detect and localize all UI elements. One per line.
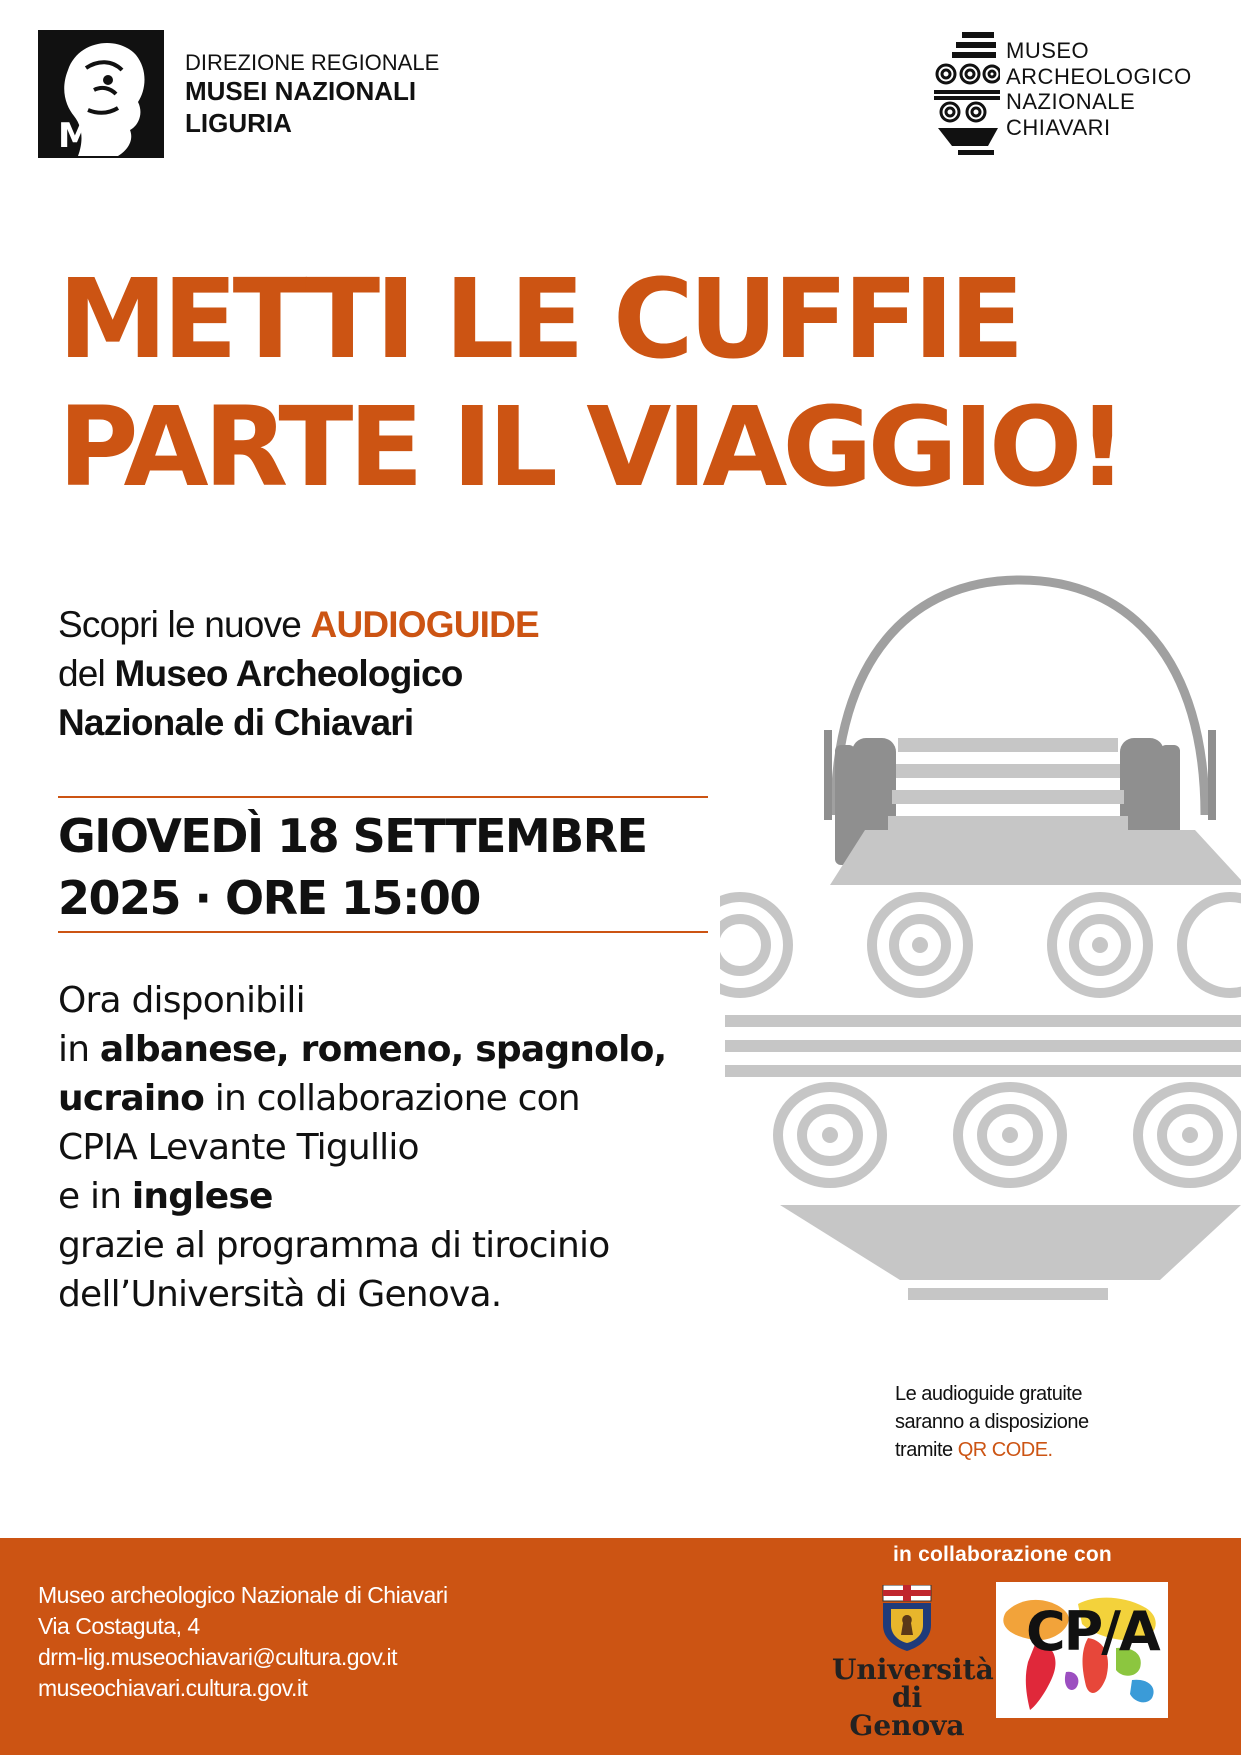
museum-website-link[interactable]: museochiavari.cultura.gov.it xyxy=(38,1675,308,1701)
headline-line-1: METTI LE CUFFIE xyxy=(58,255,1020,383)
event-date-line-1: GIOVEDÌ 18 SETTEMBRE xyxy=(58,809,647,863)
body-line-5-prefix: e in xyxy=(58,1176,132,1217)
headline-line-2: PARTE IL VIAGGIO! xyxy=(58,383,1123,511)
museo-line-3: NAZIONALE xyxy=(1006,89,1136,115)
event-date xyxy=(58,805,647,929)
audioguide-highlight: AUDIOGUIDE xyxy=(310,604,539,645)
museo-archeologico-label xyxy=(1006,38,1192,141)
inglese-bold: inglese xyxy=(131,1176,273,1217)
unige-line-1: Università xyxy=(832,1653,994,1686)
divider-top xyxy=(58,796,708,798)
museum-name: Museo archeologico Nazionale di Chiavari xyxy=(38,1582,448,1608)
qr-code-note xyxy=(895,1380,1089,1464)
cpia-logo xyxy=(996,1582,1168,1718)
mic-text: MiC xyxy=(58,116,126,156)
note-line-3-prefix: tramite xyxy=(895,1439,958,1461)
unige-crest-icon xyxy=(879,1585,935,1651)
headline xyxy=(58,255,1123,511)
museo-line-2: ARCHEOLOGICO xyxy=(1006,63,1192,89)
note-line-2: saranno a disposizione xyxy=(895,1411,1089,1433)
vase-with-headphones-illustration xyxy=(720,540,1241,1340)
cpia-wordmark: CP/A xyxy=(1026,1600,1159,1663)
availability-text xyxy=(58,976,666,1319)
direzione-regionale-label xyxy=(185,50,439,139)
body-line-3-suffix: in collaborazione con xyxy=(204,1078,580,1119)
unige-wordmark xyxy=(832,1653,994,1742)
note-line-1: Le audioguide gratuite xyxy=(895,1383,1082,1405)
museum-address: Via Costaguta, 4 xyxy=(38,1613,200,1639)
direzione-line-2: MUSEI NAZIONALI xyxy=(185,76,417,107)
museo-line-4: CHIAVARI xyxy=(1006,115,1111,141)
event-date-line-2: 2025 · ORE 15:00 xyxy=(58,871,480,925)
intro-line2-prefix: del xyxy=(58,653,115,694)
body-line-6: grazie al programma di tirocinio xyxy=(58,1225,610,1266)
intro-prefix: Scopri le nuove xyxy=(58,604,311,645)
body-line-7: dell’Università di Genova. xyxy=(58,1274,502,1315)
body-line-1: Ora disponibili xyxy=(58,980,305,1021)
intro-museum-name-2: Nazionale di Chiavari xyxy=(58,702,414,743)
museo-vase-logo-icon xyxy=(932,32,1000,156)
museum-email-link[interactable]: drm-lig.museochiavari@cultura.gov.it xyxy=(38,1644,397,1670)
collaboration-label: in collaborazione con xyxy=(893,1543,1112,1566)
body-line-4: CPIA Levante Tigullio xyxy=(58,1127,419,1168)
mic-logo xyxy=(38,30,164,158)
universita-genova-logo xyxy=(832,1585,994,1742)
intro-museum-name: Museo Archeologico xyxy=(114,653,463,694)
intro-text xyxy=(58,600,539,747)
ucraino-bold: ucraino xyxy=(58,1078,205,1119)
qr-code-highlight: QR CODE. xyxy=(957,1439,1053,1461)
divider-bottom xyxy=(58,931,708,933)
direzione-line-3: LIGURIA xyxy=(185,107,292,138)
direzione-line-1: DIREZIONE REGIONALE xyxy=(185,50,440,75)
unige-line-2: di Genova xyxy=(849,1681,965,1742)
contact-info xyxy=(38,1580,448,1704)
languages-bold: albanese, romeno, spagnolo, xyxy=(99,1029,667,1070)
museo-line-1: MUSEO xyxy=(1006,38,1090,63)
body-line-2-prefix: in xyxy=(58,1029,100,1070)
